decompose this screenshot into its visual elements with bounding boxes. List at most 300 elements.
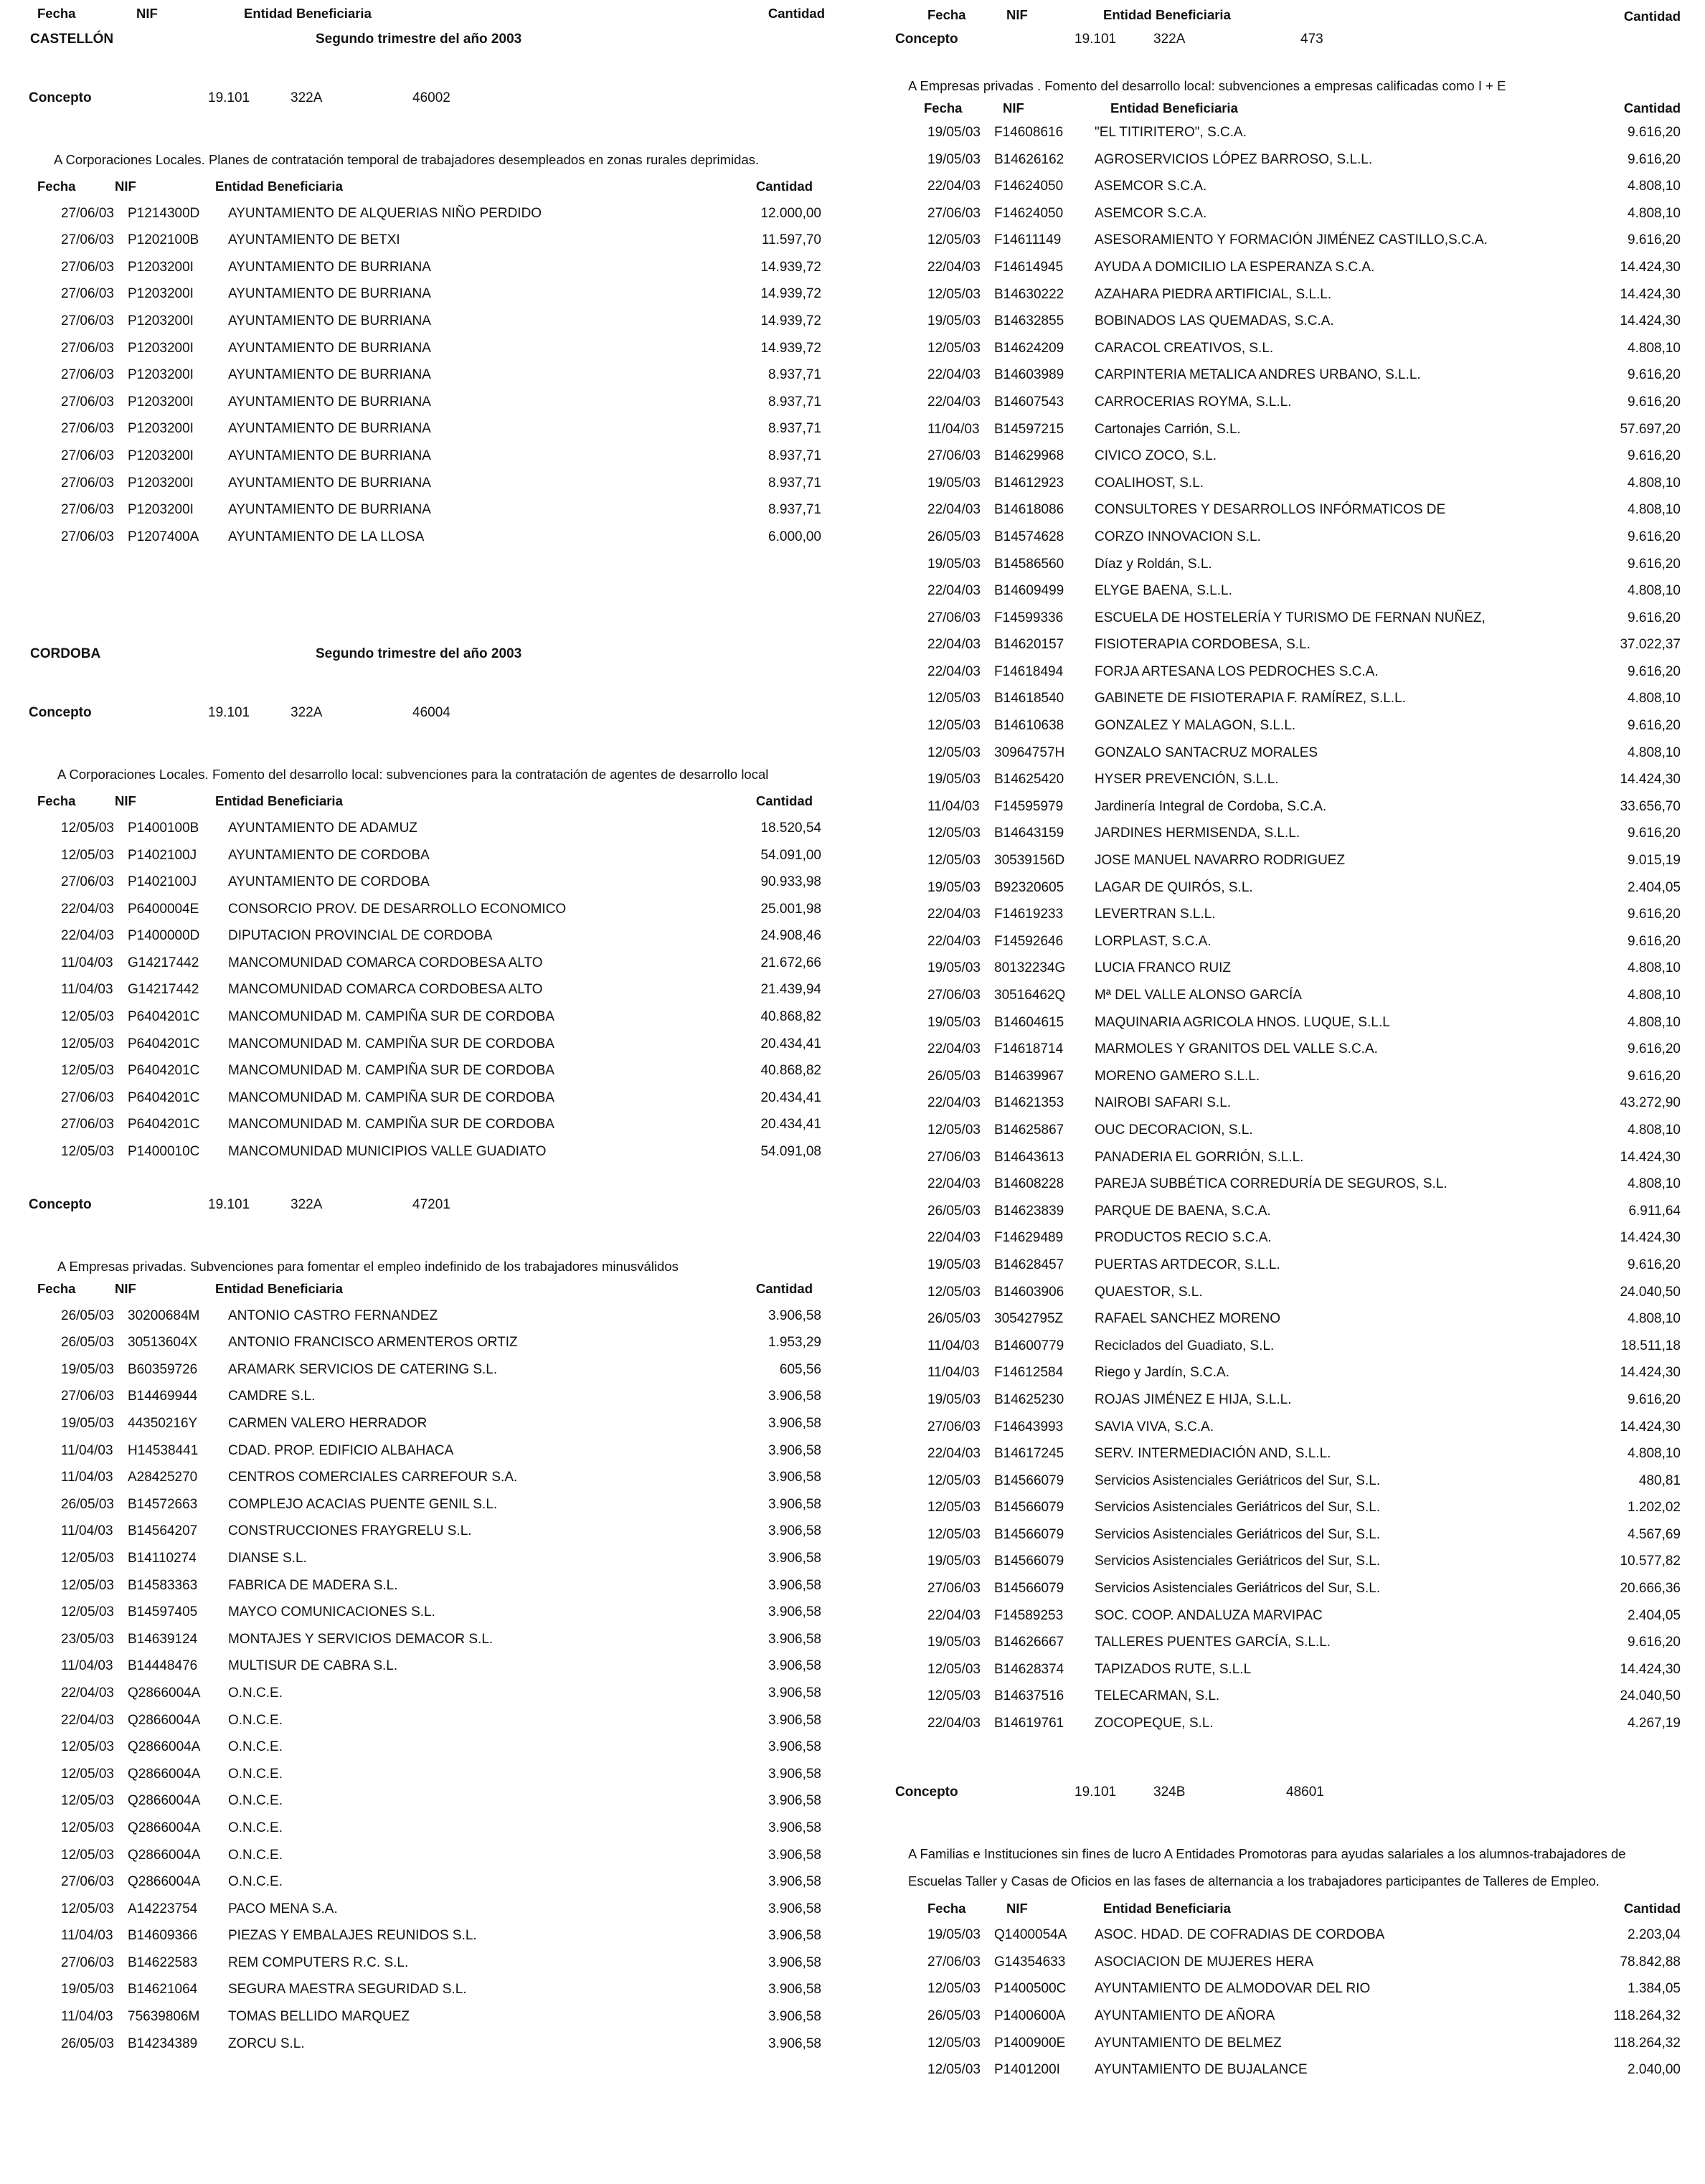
amount-cell: 3.906,58 — [768, 1658, 821, 1674]
date-cell: 19/05/03 — [927, 1257, 981, 1272]
entity-cell: ASOCIACION DE MUJERES HERA — [1095, 1954, 1314, 1970]
nif-cell: P1207400A — [128, 529, 199, 544]
amount-cell: 9.616,20 — [1628, 232, 1681, 248]
date-cell: 27/06/03 — [61, 313, 114, 328]
entity-cell: ASESORAMIENTO Y FORMACIÓN JIMÉNEZ CASTILLO,S.C.A. — [1095, 232, 1488, 248]
date-cell: 19/05/03 — [61, 1361, 114, 1377]
section-description: A Corporaciones Locales. Planes de contratación temporal de trabajadores desempleados en zonas rurales deprimidas. — [54, 152, 760, 167]
entity-cell: ELYGE BAENA, S.L.L. — [1095, 583, 1232, 599]
nif-cell: 75639806M — [128, 2009, 200, 2025]
amount-cell: 3.906,58 — [768, 1820, 821, 1835]
concepto-code: 19.101 — [1075, 1784, 1117, 1800]
period-label: Segundo trimestre del año 2003 — [316, 32, 522, 47]
date-cell: 12/05/03 — [927, 286, 981, 302]
table-row — [29, 1057, 821, 1084]
table-row — [29, 1868, 821, 1896]
entity-cell: ANTONIO CASTRO FERNANDEZ — [228, 1308, 438, 1323]
date-cell: 27/06/03 — [61, 340, 114, 356]
concepto-line — [895, 22, 1681, 55]
date-cell: 19/05/03 — [61, 1416, 114, 1431]
date-cell: 22/04/03 — [927, 907, 981, 922]
nif-cell: B14628457 — [994, 1257, 1064, 1272]
entity-cell: Servicios Asistenciales Geriátricos del Sur, S.L. — [1095, 1526, 1381, 1542]
nif-cell: B14566079 — [994, 1472, 1064, 1488]
amount-cell: 9.015,19 — [1628, 853, 1681, 869]
date-cell: 27/06/03 — [61, 205, 114, 221]
table-row — [29, 1707, 821, 1734]
table-row — [29, 1680, 821, 1707]
nif-cell: B14609499 — [994, 583, 1064, 599]
table-row — [895, 928, 1681, 955]
date-cell: 11/04/03 — [61, 1523, 113, 1539]
amount-cell: 90.933,98 — [760, 874, 821, 890]
table-row — [895, 2003, 1681, 2030]
table-row — [29, 1437, 821, 1465]
table-row — [29, 524, 821, 551]
table-row — [29, 1787, 821, 1815]
table-row — [29, 896, 821, 923]
amount-cell: 3.906,58 — [768, 1793, 821, 1809]
entity-cell: AYUNTAMIENTO DE CORDOBA — [228, 874, 430, 890]
province-heading — [29, 636, 821, 673]
entity-cell: GONZALEZ Y MALAGON, S.L.L. — [1095, 718, 1296, 734]
entity-cell: Servicios Asistenciales Geriátricos del Sur, S.L. — [1095, 1554, 1381, 1569]
nif-cell: B14604615 — [994, 1014, 1064, 1030]
entity-cell: AYUNTAMIENTO DE BURRIANA — [228, 502, 431, 518]
table-row — [29, 389, 821, 416]
date-cell: 27/06/03 — [61, 1954, 114, 1970]
entity-cell: COALIHOST, S.L. — [1095, 475, 1204, 491]
entity-cell: ROJAS JIMÉNEZ E HIJA, S.L.L. — [1095, 1391, 1292, 1407]
table-row — [29, 1815, 821, 1842]
concepto-subconcept: 473 — [1300, 32, 1323, 47]
nif-cell: B14603989 — [994, 367, 1064, 383]
nif-cell: B14630222 — [994, 286, 1064, 302]
nif-cell: B14621353 — [994, 1095, 1064, 1111]
amount-cell: 4.808,10 — [1628, 1176, 1681, 1192]
amount-cell: 14.424,30 — [1620, 1149, 1681, 1165]
amount-cell: 8.937,71 — [768, 448, 821, 463]
amount-cell: 9.616,20 — [1628, 125, 1681, 140]
castellon-table — [29, 200, 821, 551]
table-row — [29, 1031, 821, 1058]
table-row — [29, 1599, 821, 1626]
section-description: A Empresas privadas. Subvenciones para fomentar el empleo indefinido de los trabajadores minusválidos — [57, 1258, 679, 1274]
date-cell: 12/05/03 — [927, 744, 981, 760]
date-cell: 12/05/03 — [61, 1009, 114, 1025]
entity-cell: RAFAEL SANCHEZ MORENO — [1095, 1311, 1281, 1327]
table-row — [895, 1467, 1681, 1495]
nif-cell: 30539156D — [994, 853, 1065, 869]
amount-cell: 3.906,58 — [768, 2036, 821, 2051]
table-row — [29, 1003, 821, 1031]
date-cell: 11/04/03 — [927, 798, 980, 814]
amount-cell: 118.264,32 — [1613, 2008, 1681, 2023]
entity-cell: GONZALO SANTACRUZ MORALES — [1095, 744, 1318, 760]
date-cell: 26/05/03 — [61, 1335, 114, 1351]
entity-cell: AYUNTAMIENTO DE BURRIANA — [228, 475, 431, 491]
amount-cell: 21.672,66 — [760, 955, 821, 970]
entity-cell: PUERTAS ARTDECOR, S.L.L. — [1095, 1257, 1280, 1272]
nif-cell: P1402100J — [128, 847, 197, 863]
date-cell: 22/04/03 — [927, 583, 981, 599]
date-cell: 11/04/03 — [61, 1658, 113, 1674]
amount-cell: 4.808,10 — [1628, 340, 1681, 356]
nif-cell: Q2866004A — [128, 1739, 201, 1755]
nif-cell: B14566079 — [994, 1554, 1064, 1569]
table-row — [895, 955, 1681, 982]
amount-cell: 3.906,58 — [768, 1442, 821, 1458]
nif-cell: 30200684M — [128, 1308, 200, 1323]
entity-cell: CENTROS COMERCIALES CARREFOUR S.A. — [228, 1470, 518, 1485]
date-cell: 22/04/03 — [61, 1685, 114, 1701]
amount-cell: 9.616,20 — [1628, 907, 1681, 922]
entity-cell: AYUNTAMIENTO DE BURRIANA — [228, 367, 431, 383]
amount-cell: 14.939,72 — [760, 286, 821, 302]
nif-cell: 30964757H — [994, 744, 1065, 760]
nif-cell: F14611149 — [994, 232, 1062, 248]
entity-cell: JOSE MANUEL NAVARRO RODRIGUEZ — [1095, 853, 1346, 869]
table-row — [29, 1922, 821, 1949]
amount-cell: 118.264,32 — [1613, 2035, 1681, 2051]
nif-cell: B14618086 — [994, 502, 1064, 518]
amount-cell: 3.906,58 — [768, 1954, 821, 1970]
table-row — [895, 335, 1681, 362]
date-cell: 19/05/03 — [927, 556, 981, 572]
table-row — [895, 308, 1681, 335]
nif-cell: B14610638 — [994, 718, 1064, 734]
entity-cell: O.N.C.E. — [228, 1712, 283, 1728]
table-row — [29, 950, 821, 977]
amount-cell: 9.616,20 — [1628, 394, 1681, 410]
nif-cell: P1400900E — [994, 2035, 1066, 2051]
date-cell: 12/05/03 — [61, 1144, 114, 1160]
left-column — [29, 0, 825, 2057]
table-row — [29, 1761, 821, 1788]
table-row — [895, 982, 1681, 1009]
nif-cell: B14617245 — [994, 1446, 1064, 1462]
date-cell: 27/06/03 — [61, 421, 114, 437]
table-row — [29, 1491, 821, 1518]
amount-cell: 9.616,20 — [1628, 367, 1681, 383]
date-cell: 12/05/03 — [61, 1577, 114, 1593]
nif-cell: P1203200I — [128, 340, 194, 356]
header-fecha: Fecha — [927, 1900, 966, 1916]
table-row — [895, 577, 1681, 605]
table-row — [29, 842, 821, 869]
nif-cell: B14623839 — [994, 1203, 1064, 1219]
nif-cell: F14589253 — [994, 1607, 1064, 1623]
entity-cell: AYUDA A DOMICILIO LA ESPERANZA S.C.A. — [1095, 259, 1375, 275]
nif-cell: P6400004E — [128, 901, 199, 917]
header-fecha: Fecha — [37, 793, 76, 809]
date-cell: 11/04/03 — [61, 955, 113, 970]
date-cell: 12/05/03 — [927, 1122, 981, 1138]
nif-cell: F14618714 — [994, 1041, 1064, 1057]
entity-cell: MORENO GAMERO S.L.L. — [1095, 1068, 1260, 1084]
header-cantidad: Cantidad — [768, 6, 825, 21]
table-row — [895, 1414, 1681, 1441]
entity-cell: CDAD. PROP. EDIFICIO ALBAHACA — [228, 1442, 454, 1458]
nif-cell: G14217442 — [128, 982, 199, 998]
amount-cell: 4.808,10 — [1628, 1122, 1681, 1138]
table-row — [29, 1949, 821, 1977]
amount-cell: 9.616,20 — [1628, 933, 1681, 949]
table-row — [29, 496, 821, 524]
table-row — [29, 1356, 821, 1384]
nif-cell: F14624050 — [994, 205, 1064, 221]
table-row — [895, 443, 1681, 470]
nif-cell: F14643993 — [994, 1419, 1064, 1434]
entity-cell: ESCUELA DE HOSTELERÍA Y TURISMO DE FERNAN NUÑEZ, — [1095, 610, 1486, 625]
entity-cell: PARQUE DE BAENA, S.C.A. — [1095, 1203, 1271, 1219]
date-cell: 19/05/03 — [927, 313, 981, 329]
date-cell: 19/05/03 — [927, 151, 981, 167]
header-entidad: Entidad Beneficiaria — [1103, 7, 1231, 22]
nif-cell: B14626667 — [994, 1635, 1064, 1650]
entity-cell: MANCOMUNIDAD M. CAMPIÑA SUR DE CORDOBA — [228, 1063, 554, 1079]
date-cell: 27/06/03 — [61, 874, 114, 890]
nif-cell: Q2866004A — [128, 1766, 201, 1782]
cordoba-table — [29, 815, 821, 1166]
entity-cell: SERV. INTERMEDIACIÓN AND, S.L.L. — [1095, 1446, 1331, 1462]
amount-cell: 20.434,41 — [760, 1117, 821, 1133]
nif-cell: P1203200I — [128, 313, 194, 328]
nif-cell: P1202100B — [128, 232, 199, 248]
table-row — [29, 1383, 821, 1410]
amount-cell: 8.937,71 — [768, 367, 821, 383]
table-row — [895, 1036, 1681, 1063]
entity-cell: PRODUCTOS RECIO S.C.A. — [1095, 1230, 1272, 1246]
nif-cell: B14612923 — [994, 475, 1064, 491]
date-cell: 12/05/03 — [927, 1500, 981, 1516]
table-row — [895, 1602, 1681, 1630]
table-row — [895, 470, 1681, 497]
entity-cell: FORJA ARTESANA LOS PEDROCHES S.C.A. — [1095, 663, 1379, 679]
amount-cell: 33.656,70 — [1620, 798, 1681, 814]
table-row — [895, 739, 1681, 767]
table-row — [895, 605, 1681, 632]
nif-cell: B14607543 — [994, 394, 1064, 410]
nif-cell: B14620157 — [994, 637, 1064, 653]
entity-cell: PANADERIA EL GORRIÓN, S.L.L. — [1095, 1149, 1304, 1165]
entity-cell: GABINETE DE FISIOTERAPIA F. RAMÍREZ, S.L.L. — [1095, 691, 1406, 706]
table-row — [29, 443, 821, 470]
nif-cell: B92320605 — [994, 879, 1064, 895]
table-row — [895, 1975, 1681, 2003]
date-cell: 27/06/03 — [927, 1419, 981, 1434]
province-name: CORDOBA — [30, 646, 101, 662]
date-cell: 22/04/03 — [61, 901, 114, 917]
table-row — [29, 1518, 821, 1545]
header-entidad: Entidad Beneficiaria — [1110, 100, 1238, 115]
nif-cell: B14618540 — [994, 691, 1064, 706]
nif-cell: Q2866004A — [128, 1685, 201, 1701]
amount-cell: 9.616,20 — [1628, 151, 1681, 167]
date-cell: 26/05/03 — [927, 2008, 981, 2023]
date-cell: 22/04/03 — [927, 637, 981, 653]
amount-cell: 8.937,71 — [768, 502, 821, 518]
date-cell: 27/06/03 — [61, 475, 114, 491]
nif-cell: B14637516 — [994, 1688, 1064, 1704]
amount-cell: 37.022,37 — [1620, 637, 1681, 653]
header-fecha: Fecha — [37, 6, 76, 21]
header-nif: NIF — [1003, 100, 1024, 115]
nif-cell: B14609366 — [128, 1928, 198, 1944]
amount-cell: 4.808,10 — [1628, 960, 1681, 976]
entity-cell: AYUNTAMIENTO DE LA LLOSA — [228, 529, 425, 544]
amount-cell: 54.091,08 — [760, 1144, 821, 1160]
date-cell: 12/05/03 — [61, 820, 114, 836]
entity-cell: Díaz y Roldán, S.L. — [1095, 556, 1212, 572]
header-cantidad: Cantidad — [1623, 9, 1681, 24]
table-row — [29, 1842, 821, 1869]
table-row — [895, 2056, 1681, 2084]
amount-cell: 4.808,10 — [1628, 1446, 1681, 1462]
nif-cell: P1400100B — [128, 820, 199, 836]
date-cell: 12/05/03 — [61, 1604, 114, 1620]
amount-cell: 54.091,00 — [760, 847, 821, 863]
entity-cell: MANCOMUNIDAD COMARCA CORDOBESA ALTO — [228, 955, 543, 970]
entity-cell: MULTISUR DE CABRA S.L. — [228, 1658, 398, 1674]
entity-cell: AYUNTAMIENTO DE BURRIANA — [228, 259, 431, 275]
date-cell: 12/05/03 — [927, 1661, 981, 1677]
entity-cell: CIVICO ZOCO, S.L. — [1095, 448, 1217, 464]
header-fecha: Fecha — [924, 100, 963, 115]
amount-cell: 18.511,18 — [1620, 1338, 1681, 1353]
nif-cell: B14566079 — [994, 1526, 1064, 1542]
table-row — [895, 874, 1681, 902]
entity-cell: QUAESTOR, S.L. — [1095, 1284, 1203, 1300]
table-row — [895, 820, 1681, 847]
entity-cell: AYUNTAMIENTO DE BURRIANA — [228, 286, 431, 302]
nif-cell: 30542795Z — [994, 1311, 1064, 1327]
amount-cell: 14.424,30 — [1620, 313, 1681, 329]
nif-cell: P1214300D — [128, 205, 200, 221]
nif-cell: F14608616 — [994, 125, 1064, 140]
table-row — [29, 361, 821, 389]
date-cell: 19/05/03 — [927, 1927, 981, 1943]
entity-cell: MANCOMUNIDAD M. CAMPIÑA SUR DE CORDOBA — [228, 1009, 554, 1025]
date-cell: 19/05/03 — [927, 1554, 981, 1569]
table-row — [29, 2003, 821, 2031]
date-cell: 12/05/03 — [927, 2062, 981, 2078]
date-cell: 22/04/03 — [927, 259, 981, 275]
nif-cell: B14622583 — [128, 1954, 198, 1970]
entity-cell: MARMOLES Y GRANITOS DEL VALLE S.C.A. — [1095, 1041, 1378, 1057]
date-cell: 27/06/03 — [61, 1089, 114, 1105]
date-cell: 12/05/03 — [927, 2035, 981, 2051]
nif-cell: B14608228 — [994, 1176, 1064, 1192]
amount-cell: 14.424,30 — [1620, 772, 1681, 788]
entity-cell: MANCOMUNIDAD M. CAMPIÑA SUR DE CORDOBA — [228, 1036, 554, 1051]
header-nif: NIF — [136, 6, 158, 21]
entity-cell: AYUNTAMIENTO DE BURRIANA — [228, 340, 431, 356]
table-row — [895, 119, 1681, 146]
entity-cell: NAIROBI SAFARI S.L. — [1095, 1095, 1232, 1111]
nif-cell: B14629968 — [994, 448, 1064, 464]
table-row — [895, 1224, 1681, 1252]
nif-cell: P6404201C — [128, 1036, 200, 1051]
entity-cell: AYUNTAMIENTO DE BURRIANA — [228, 421, 431, 437]
entity-cell: AYUNTAMIENTO DE CORDOBA — [228, 847, 430, 863]
entity-cell: Reciclados del Guadiato, S.L. — [1095, 1338, 1275, 1353]
nif-cell: P6404201C — [128, 1009, 200, 1025]
nif-cell: G14217442 — [128, 955, 199, 970]
entity-cell: Cartonajes Carrión, S.L. — [1095, 421, 1241, 437]
table-row — [29, 1084, 821, 1112]
entity-cell: CORZO INNOVACION S.L. — [1095, 529, 1261, 544]
amount-cell: 2.404,05 — [1628, 879, 1681, 895]
date-cell: 19/05/03 — [927, 1391, 981, 1407]
table-row — [895, 1359, 1681, 1386]
nif-cell: P1203200I — [128, 502, 194, 518]
table-row — [895, 254, 1681, 281]
table-header — [895, 98, 1681, 119]
table-row — [29, 1329, 821, 1356]
entity-cell: REM COMPUTERS R.C. S.L. — [228, 1954, 409, 1970]
amount-cell: 3.906,58 — [768, 1631, 821, 1647]
table-row — [29, 1653, 821, 1680]
date-cell: 12/05/03 — [61, 1739, 114, 1755]
entity-cell: CONSULTORES Y DESARROLLOS INFÓRMATICOS DE — [1095, 502, 1446, 518]
nif-cell: 80132234G — [994, 960, 1066, 976]
entity-cell: COMPLEJO ACACIAS PUENTE GENIL S.L. — [228, 1496, 498, 1512]
entity-cell: LUCIA FRANCO RUIZ — [1095, 960, 1232, 976]
nif-cell: G14354633 — [994, 1954, 1066, 1970]
entity-cell: CARMEN VALERO HERRADOR — [228, 1416, 428, 1431]
nif-cell: B14625867 — [994, 1122, 1064, 1138]
date-cell: 11/04/03 — [61, 1928, 113, 1944]
concepto-label: Concepto — [895, 1784, 958, 1800]
amount-cell: 9.616,20 — [1628, 1041, 1681, 1057]
nif-cell: B14625420 — [994, 772, 1064, 788]
amount-cell: 21.439,94 — [760, 982, 821, 998]
nif-cell: P1400500C — [994, 1981, 1067, 1997]
date-cell: 19/05/03 — [927, 772, 981, 788]
nif-cell: P1400600A — [994, 2008, 1066, 2023]
concepto-code: 19.101 — [1075, 32, 1117, 47]
table-row — [895, 1710, 1681, 1737]
table-header — [895, 1895, 1681, 1922]
date-cell: 22/04/03 — [927, 1176, 981, 1192]
section-description: A Empresas privadas . Fomento del desarrollo local: subvenciones a empresas calificadas como I + E — [908, 78, 1506, 93]
date-cell: 22/04/03 — [927, 1607, 981, 1623]
nif-cell: B14566079 — [994, 1500, 1064, 1516]
table-row — [895, 712, 1681, 739]
entity-cell: MANCOMUNIDAD MUNICIPIOS VALLE GUADIATO — [228, 1144, 547, 1160]
date-cell: 12/05/03 — [927, 1688, 981, 1704]
entity-cell: AYUNTAMIENTO DE BURRIANA — [228, 448, 431, 463]
entity-cell: MANCOMUNIDAD M. CAMPIÑA SUR DE CORDOBA — [228, 1117, 554, 1133]
header-entidad: Entidad Beneficiaria — [215, 793, 343, 809]
entity-cell: MANCOMUNIDAD M. CAMPIÑA SUR DE CORDOBA — [228, 1089, 554, 1105]
date-cell: 27/06/03 — [61, 1874, 114, 1890]
date-cell: 12/05/03 — [61, 1063, 114, 1079]
entity-cell: SAVIA VIVA, S.C.A. — [1095, 1419, 1214, 1434]
nif-cell: B14643613 — [994, 1149, 1064, 1165]
entity-cell: ASEMCOR S.C.A. — [1095, 179, 1207, 194]
date-cell: 12/05/03 — [61, 1766, 114, 1782]
empleo-table — [29, 1303, 821, 2058]
table-row — [29, 227, 821, 254]
table-row — [29, 1896, 821, 1923]
amount-cell: 3.906,58 — [768, 1901, 821, 1916]
header-entidad: Entidad Beneficiaria — [215, 179, 343, 194]
amount-cell: 4.267,19 — [1628, 1716, 1681, 1731]
entity-cell: "EL TITIRITERO", S.C.A. — [1095, 125, 1247, 140]
date-cell: 27/06/03 — [61, 1117, 114, 1133]
